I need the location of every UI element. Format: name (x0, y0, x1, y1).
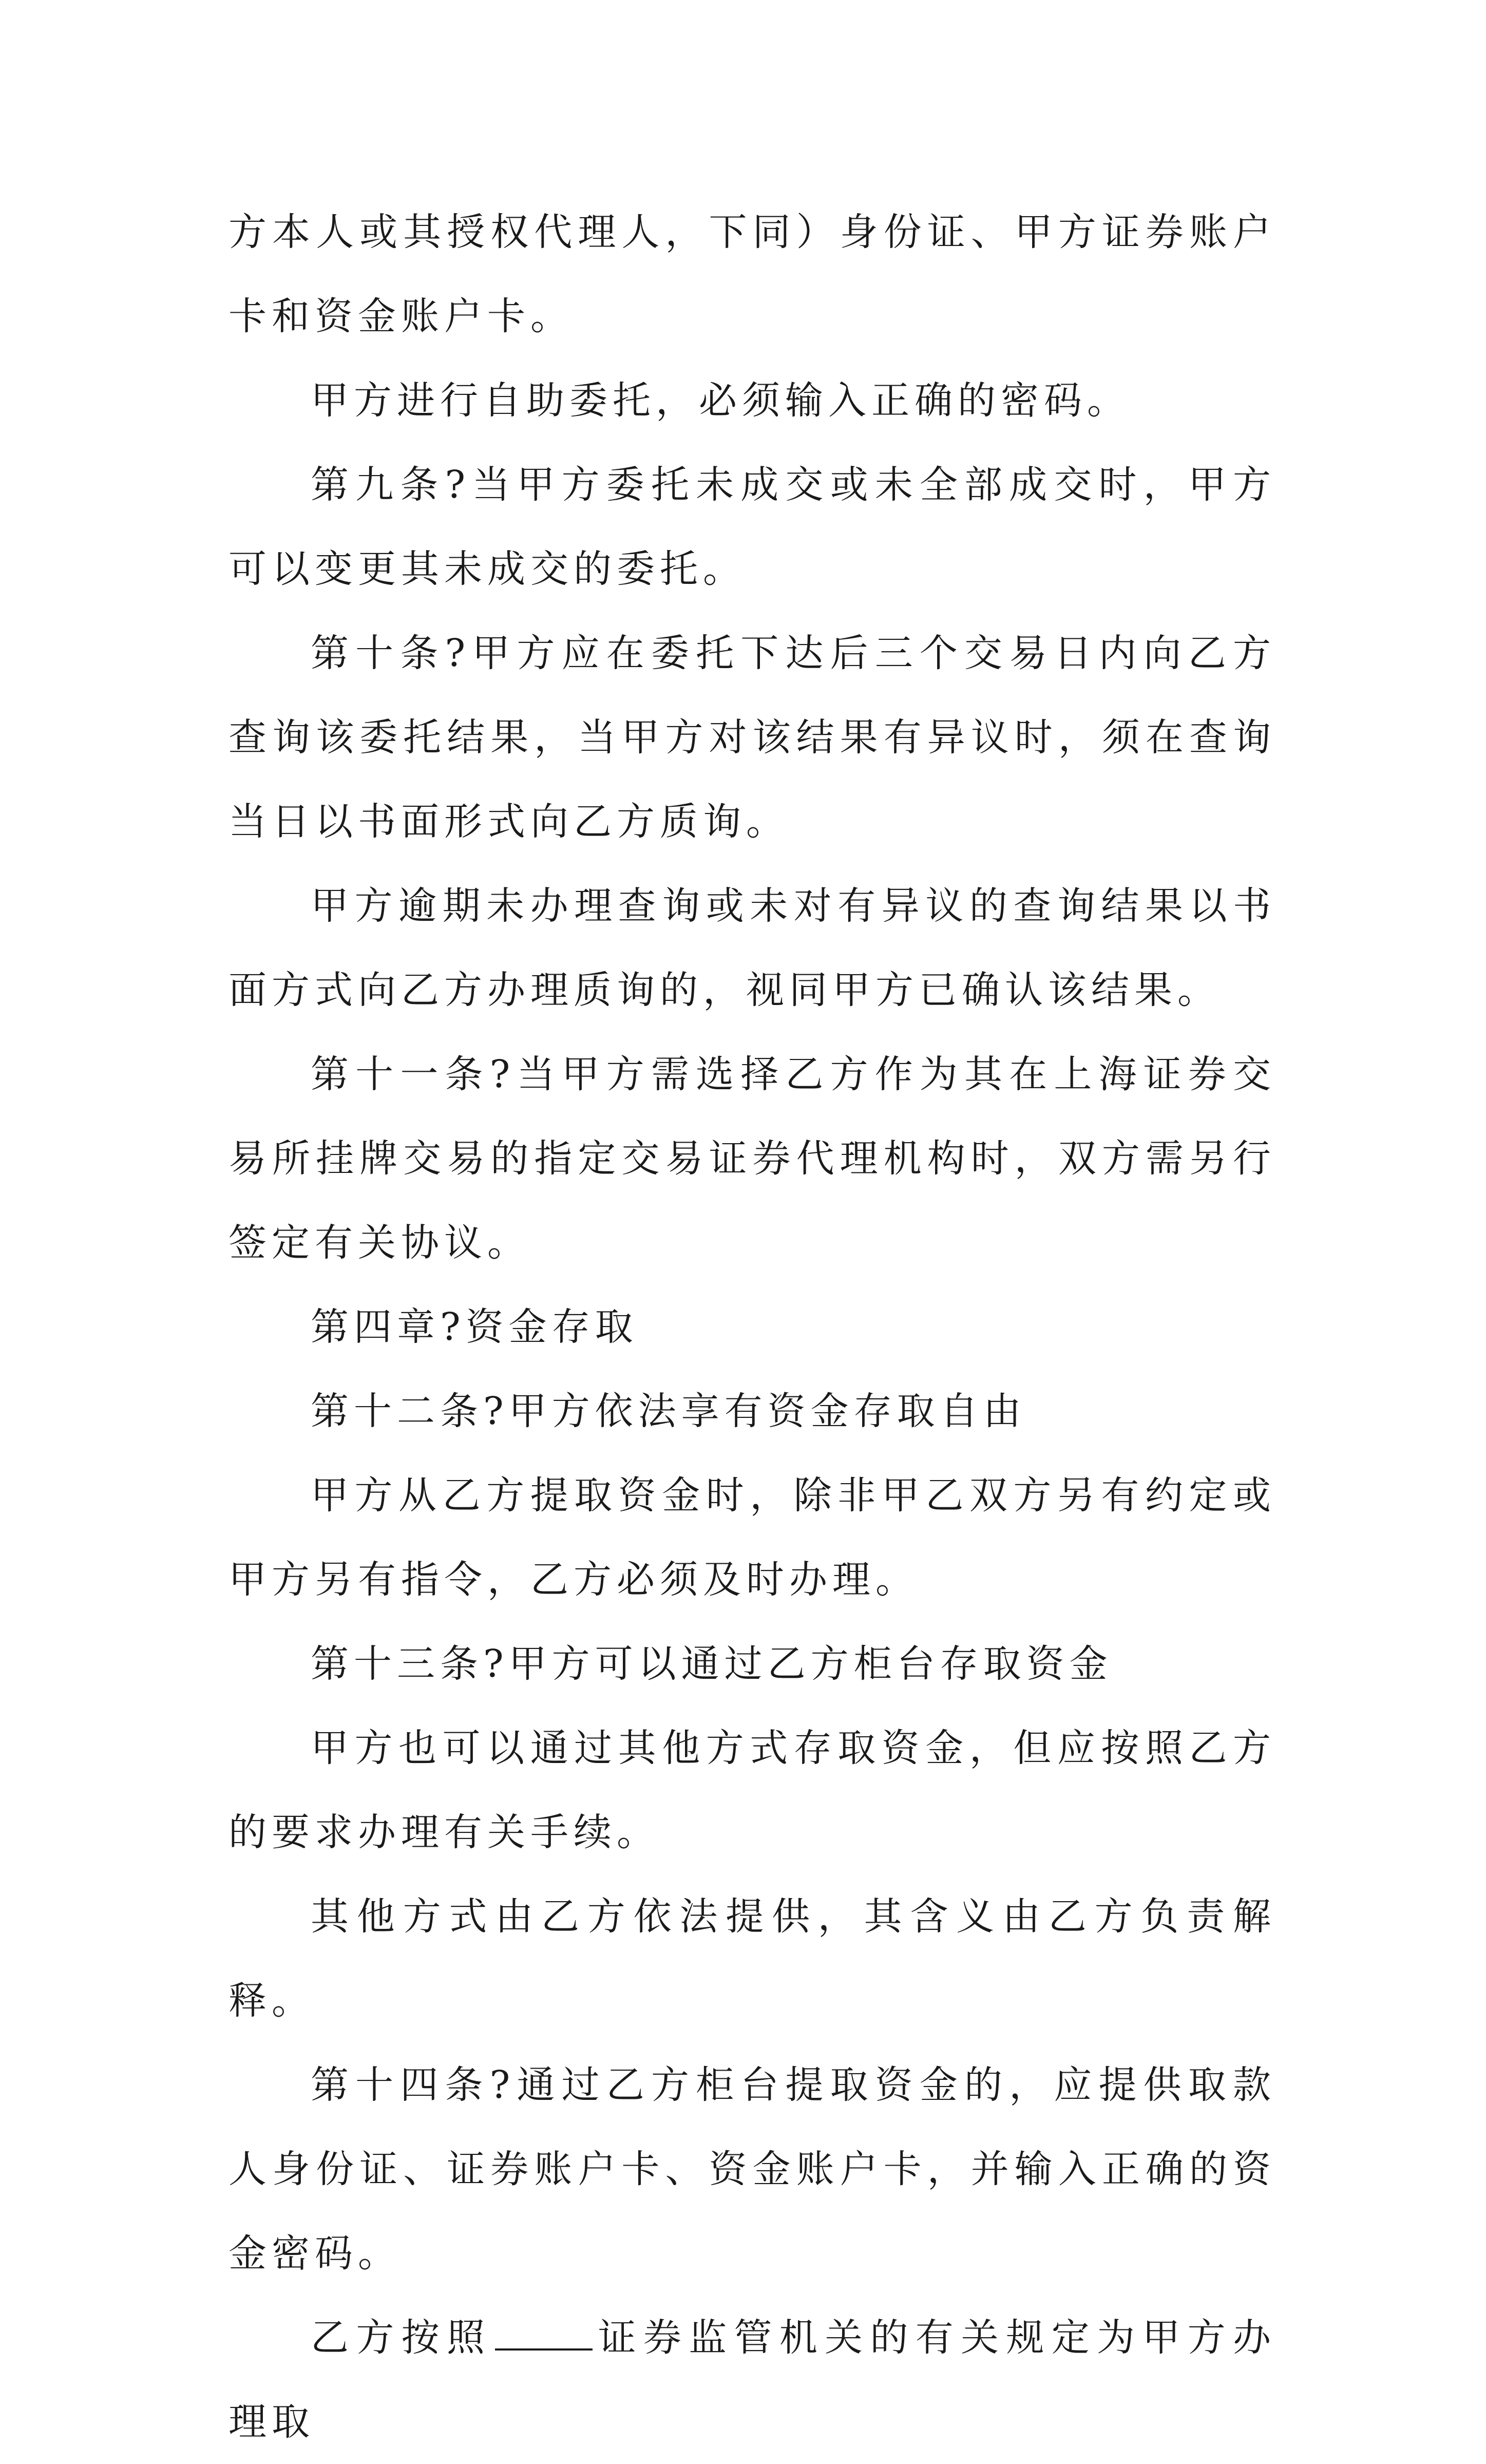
paragraph: 甲方从乙方提取资金时，除非甲乙双方另有约定或甲方另有指令，乙方必须及时办理。 (228, 1473, 1276, 1602)
paragraph: 第九条?当甲方委托未成交或未全部成交时，甲方可以变更其未成交的委托。 (228, 463, 1276, 591)
paragraph: 甲方进行自助委托，必须输入正确的密码。 (311, 378, 1130, 423)
paragraph: 第十一条?当甲方需选择乙方作为其在上海证券交易所挂牌交易的指定交易证券代理机构时，双方需另行签定有关协议。 (228, 1052, 1276, 1265)
paragraph: 第十二条?甲方依法享有资金存取自由 (311, 1389, 1026, 1433)
paragraph: 方本人或其授权代理人，下同）身份证、甲方证券账户卡和资金账户卡。 (228, 210, 1276, 338)
paragraph: 甲方也可以通过其他方式存取资金，但应按照乙方的要求办理有关手续。 (228, 1726, 1276, 1854)
paragraph-with-blank (228, 2296, 1276, 2464)
blank-after-text: 证券监管机关的有关规定为甲方办理取 (228, 2316, 1277, 2444)
paragraph: 其他方式由乙方依法提供，其含义由乙方负责解释。 (228, 1894, 1276, 2023)
paragraph: 第十三条?甲方可以通过乙方柜台存取资金 (311, 1642, 1113, 1686)
blank-before-text: 乙方按照 (311, 2316, 492, 2360)
paragraph: 第十条?甲方应在委托下达后三个交易日内向乙方查询该委托结果，当甲方对该结果有异议时，须在查询当日以书面形式向乙方质询。 (228, 631, 1276, 844)
paragraph: 第十四条?通过乙方柜台提取资金的，应提供取款人身份证、证券账户卡、资金账户卡，并输入正确的资金密码。 (228, 2063, 1276, 2276)
paragraph: 甲方逾期未办理查询或未对有异议的查询结果以书面方式向乙方办理质询的，视同甲方已确认该结果。 (228, 884, 1276, 1012)
chapter-heading: 第四章?资金存取 (311, 1305, 638, 1349)
fill-in-blank (495, 2343, 593, 2351)
document-body (228, 190, 1276, 2464)
